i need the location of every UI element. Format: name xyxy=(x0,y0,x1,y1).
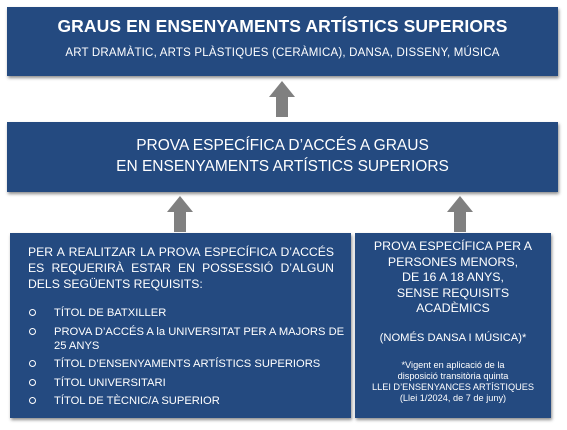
circle-bullet-icon xyxy=(29,397,36,404)
minors-test-line: DE 16 A 18 ANYS, xyxy=(402,270,504,284)
circle-bullet-icon xyxy=(29,309,36,316)
legal-footnote xyxy=(355,360,551,404)
requirement-item xyxy=(26,357,346,371)
requirements-intro: PER A REALITZAR LA PROVA ESPECÍFICA D’ACCÉS ES REQUERIRÀ ESTAR EN POSSESSIÓ D’ALGUN DELS SEGÜENTS REQUISITS: xyxy=(28,245,334,291)
access-test-line2: EN ENSENYAMENTS ARTÍSTICS SUPERIORS xyxy=(116,158,449,175)
requirements-box xyxy=(10,233,351,418)
minors-test-note: (NOMÉS DANSA I MÚSICA)* xyxy=(379,331,527,344)
requirement-text: TÍTOL DE BATXILLER xyxy=(54,307,167,319)
requirement-text: PROVA D’ACCÉS A la UNIVERSITAT PER A MAJORS DE 25 ANYS xyxy=(54,325,345,352)
requirement-text: TÍTOL DE TÈCNIC/A SUPERIOR xyxy=(54,395,220,407)
requirement-item xyxy=(26,306,346,320)
minors-test-line: PROVA ESPECÍFICA PER A xyxy=(373,239,533,253)
circle-bullet-icon xyxy=(29,360,36,367)
requirements-list xyxy=(26,306,346,413)
footnote-line: disposició transitòria quinta xyxy=(397,370,509,381)
circle-bullet-icon xyxy=(29,328,36,335)
minors-test-box xyxy=(355,233,551,418)
degrees-subtitle: ART DRAMÀTIC, ARTS PLÀSTIQUES (CERÀMICA), DANSA, DISSENY, MÚSICA xyxy=(65,47,500,59)
arrow-up-icon xyxy=(166,195,194,233)
minors-test-line: ACADÈMICS xyxy=(416,301,490,315)
access-test-line1: PROVA ESPECÍFICA D’ACCÉS A GRAUS xyxy=(136,137,429,154)
minors-test-text xyxy=(355,239,551,317)
requirement-item xyxy=(26,376,346,390)
arrow-up-icon xyxy=(268,80,296,118)
circle-bullet-icon xyxy=(29,379,36,386)
degrees-box xyxy=(7,7,558,76)
footnote-line: *Vigent en aplicació de la xyxy=(401,359,505,370)
minors-test-line: SENSE REQUISITS xyxy=(396,285,510,300)
arrow-up-icon xyxy=(446,195,474,233)
footnote-line: LLEI D’ENSENYANCES ARTÍSTIQUES xyxy=(371,381,535,392)
footnote-line: (Llei 1/2024, de 7 de juny) xyxy=(399,392,507,403)
requirement-item xyxy=(26,325,346,353)
requirement-item xyxy=(26,394,346,408)
degrees-title: GRAUS EN ENSENYAMENTS ARTÍSTICS SUPERIORS xyxy=(57,16,508,36)
requirement-text: TÍTOL D’ENSENYAMENTS ARTÍSTICS SUPERIORS xyxy=(54,358,321,370)
access-test-box xyxy=(7,122,558,192)
requirement-text: TÍTOL UNIVERSITARI xyxy=(54,376,166,389)
minors-test-line: PERSONES MENORS, xyxy=(387,254,519,269)
